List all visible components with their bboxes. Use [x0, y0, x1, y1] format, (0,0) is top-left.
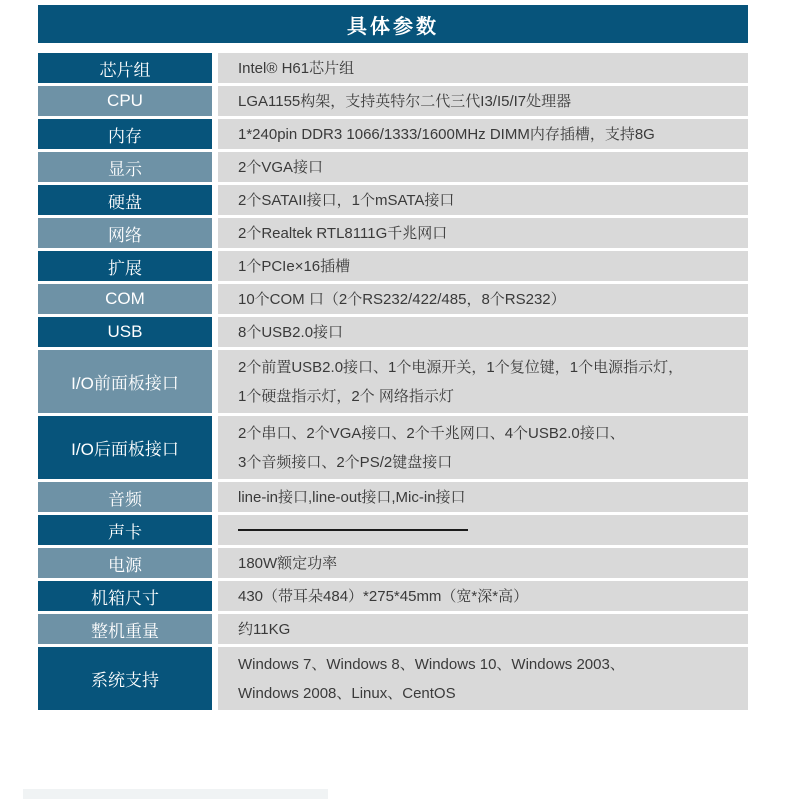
none-indicator-line: [238, 529, 468, 531]
spec-value-cell: [218, 218, 748, 248]
spec-label: 硬盘: [38, 185, 212, 215]
spec-value-cell: [218, 317, 748, 347]
spec-value-text: 2个前置USB2.0接口、1个电源开关，1个复位键，1个电源指示灯，: [238, 358, 684, 376]
spec-row: [38, 647, 748, 710]
spec-table: [38, 53, 748, 710]
spec-label: I/O前面板接口: [38, 350, 212, 413]
spec-row: [38, 185, 748, 215]
spec-row: [38, 218, 748, 248]
spec-value-cell: [218, 647, 748, 710]
spec-row: [38, 86, 748, 116]
spec-label: 芯片组: [38, 53, 212, 83]
spec-value-cell: [218, 284, 748, 314]
spec-value-cell: [218, 185, 748, 215]
spec-value-text: Intel® H61芯片组: [238, 59, 355, 77]
spec-value-text: 8个USB2.0接口: [238, 323, 344, 341]
spec-value-text: 约11KG: [238, 620, 291, 638]
spec-label: 网络: [38, 218, 212, 248]
spec-value-text: 180W额定功率: [238, 554, 338, 572]
spec-value-text: 10个COM 口（2个RS232/422/485，8个RS232）: [238, 290, 566, 308]
spec-value-text: Windows 7、Windows 8、Windows 10、Windows 2003、: [238, 655, 625, 673]
spec-row: [38, 548, 748, 578]
spec-value-cell: [218, 53, 748, 83]
spec-value-cell: [218, 86, 748, 116]
spec-table-title-bar: [38, 5, 748, 43]
spec-value-text: LGA1155构架，支持英特尔二代三代I3/I5/I7处理器: [238, 92, 572, 110]
spec-value-text: Windows 2008、Linux、CentOS: [238, 684, 456, 702]
page-title: 具体参数: [347, 15, 439, 38]
spec-value-text: 3个音频接口、2个PS/2键盘接口: [238, 453, 453, 471]
spec-value-text: 2个SATAII接口，1个mSATA接口: [238, 191, 455, 209]
spec-value-text: 2个Realtek RTL8111G千兆网口: [238, 224, 448, 242]
spec-value-text: 2个VGA接口: [238, 158, 324, 176]
spec-label: 系统支持: [38, 647, 212, 710]
spec-row: [38, 53, 748, 83]
spec-label: USB: [38, 317, 212, 347]
spec-row: [38, 350, 748, 413]
spec-row: [38, 317, 748, 347]
spec-value-cell: [218, 614, 748, 644]
spec-value-cell: [218, 515, 748, 545]
spec-value-cell: [218, 548, 748, 578]
spec-row: [38, 515, 748, 545]
spec-label: 整机重量: [38, 614, 212, 644]
spec-value-cell: [218, 350, 748, 413]
spec-label: 电源: [38, 548, 212, 578]
spec-row: [38, 251, 748, 281]
spec-label: 机箱尺寸: [38, 581, 212, 611]
spec-label: I/O后面板接口: [38, 416, 212, 479]
spec-value-text: line-in接口,line-out接口,Mic-in接口: [238, 488, 466, 506]
spec-label: COM: [38, 284, 212, 314]
spec-row: [38, 581, 748, 611]
spec-value-text: 1*240pin DDR3 1066/1333/1600MHz DIMM内存插槽，支持8G: [238, 125, 655, 143]
spec-value-cell: [218, 416, 748, 479]
spec-label: 声卡: [38, 515, 212, 545]
spec-label: 音频: [38, 482, 212, 512]
spec-label: 显示: [38, 152, 212, 182]
spec-value-text: 1个硬盘指示灯，2个 网络指示灯: [238, 387, 454, 405]
spec-value-cell: [218, 152, 748, 182]
spec-value-text: 430（带耳朵484）*275*45mm（宽*深*高）: [238, 587, 529, 605]
spec-label: 内存: [38, 119, 212, 149]
spec-row: [38, 416, 748, 479]
spec-value-text: 1个PCIe×16插槽: [238, 257, 351, 275]
spec-label: 扩展: [38, 251, 212, 281]
spec-value-cell: [218, 482, 748, 512]
spec-label: CPU: [38, 86, 212, 116]
spec-value-cell: [218, 119, 748, 149]
spec-row: [38, 119, 748, 149]
spec-row: [38, 284, 748, 314]
spec-row: [38, 152, 748, 182]
spec-row: [38, 614, 748, 644]
spec-value-text: 2个串口、2个VGA接口、2个千兆网口、4个USB2.0接口、: [238, 424, 625, 442]
spec-value-cell: [218, 581, 748, 611]
spec-row: [38, 482, 748, 512]
next-section-divider-bar: [23, 789, 328, 799]
spec-value-cell: [218, 251, 748, 281]
